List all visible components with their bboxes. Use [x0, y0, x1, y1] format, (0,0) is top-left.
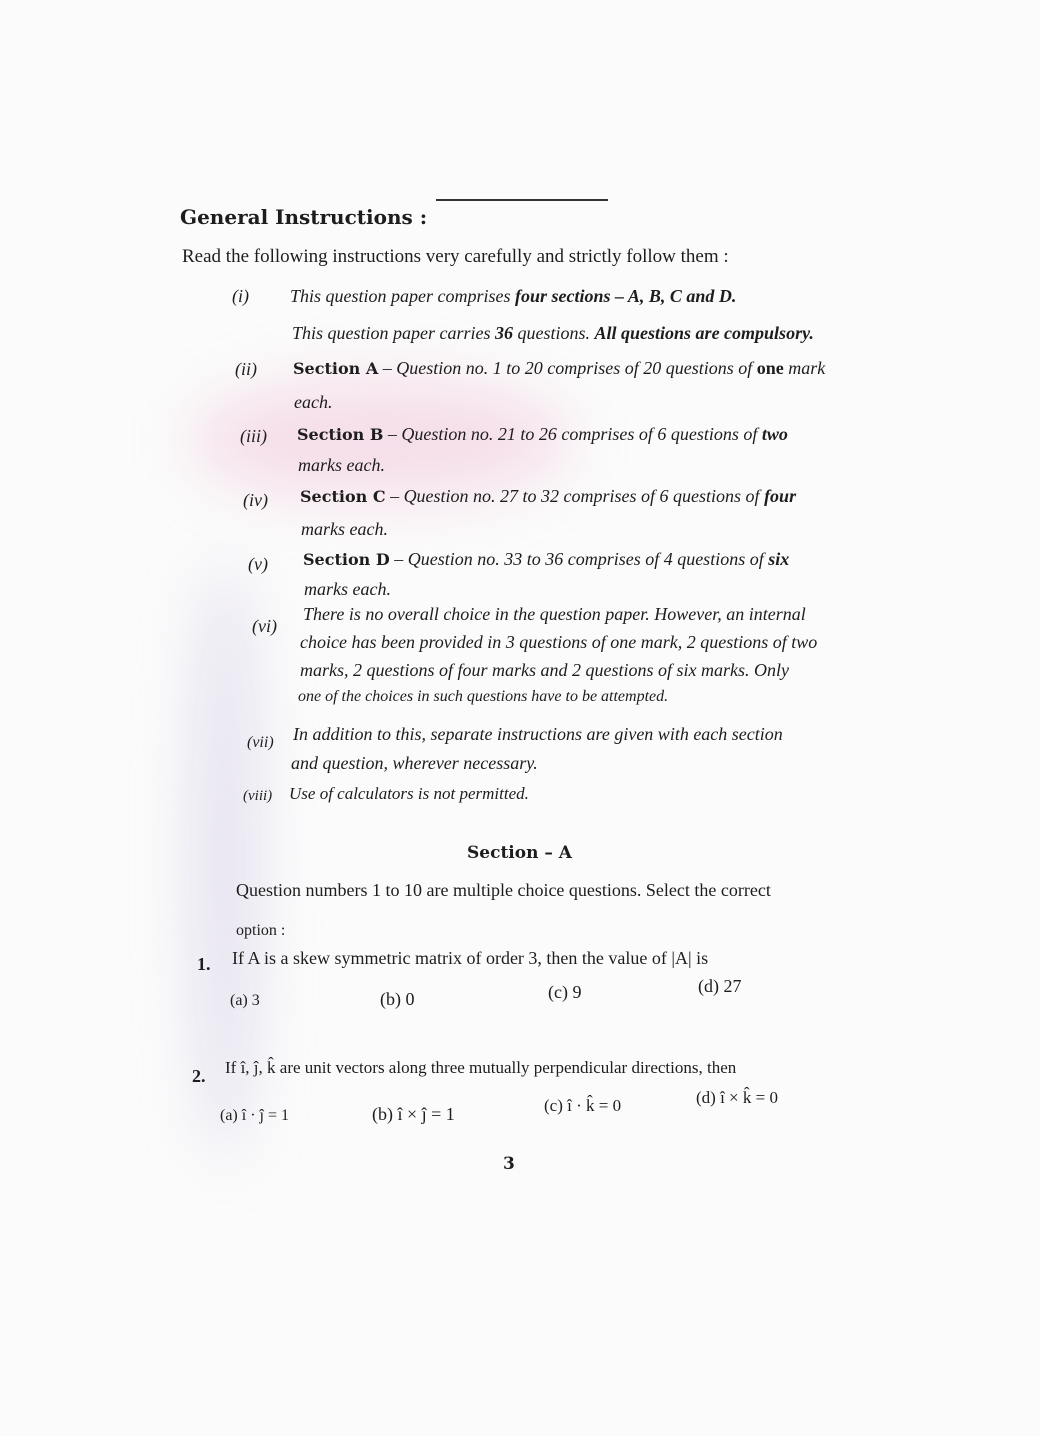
option: (c) î · k̂ = 0 — [544, 1096, 622, 1115]
item-number: (viii) — [243, 788, 273, 804]
page-number: 3 — [503, 1154, 515, 1174]
instruction-text: marks, 2 questions of four marks and 2 questions of six marks. Only — [300, 660, 789, 680]
instruction-text: In addition to this, separate instructions are given with each section — [293, 724, 783, 744]
question-number: 1. — [197, 954, 211, 974]
question-text: If î, ĵ, k̂ are unit vectors along three mutually perpendicular directions, then — [225, 1058, 737, 1077]
item-number: (vi) — [252, 616, 277, 636]
top-rule — [436, 199, 608, 201]
option: (d) 27 — [698, 976, 742, 996]
instruction-text: marks each. — [301, 519, 388, 539]
section-note: option : — [236, 922, 286, 939]
option: (d) î × k̂ = 0 — [696, 1088, 778, 1107]
instruction-text: marks each. — [298, 455, 385, 475]
instruction-text: each. — [294, 392, 333, 412]
question-number: 2. — [192, 1066, 206, 1086]
item-number: (iii) — [240, 426, 267, 446]
option: (b) 0 — [380, 989, 415, 1009]
instruction-text: and question, wherever necessary. — [291, 753, 538, 773]
instruction-text: Use of calculators is not permitted. — [289, 784, 529, 803]
item-number: (v) — [248, 554, 268, 574]
intro: Read the following instructions very carefully and strictly follow them : — [182, 246, 729, 267]
option: (a) 3 — [230, 992, 260, 1009]
option: (c) 9 — [548, 982, 582, 1002]
question-text: If A is a skew symmetric matrix of order 3, then the value of |A| is — [232, 948, 709, 968]
instruction-text: Section C – Question no. 27 to 32 comprises of 6 questions of four — [300, 486, 797, 506]
heading: General Instructions : — [180, 205, 428, 229]
item-number: (i) — [232, 286, 249, 306]
section-title: Section – A — [467, 843, 572, 863]
instruction-text: Section B – Question no. 21 to 26 comprises of 6 questions of two — [297, 424, 788, 444]
instruction-text: This question paper comprises four sections – A, B, C and D. — [290, 286, 737, 306]
instruction-text: choice has been provided in 3 questions of one mark, 2 questions of two — [300, 632, 818, 652]
instruction-text: This question paper carries 36 questions. All questions are compulsory. — [292, 323, 814, 343]
item-number: (vii) — [247, 734, 274, 751]
instruction-text: one of the choices in such questions have to be attempted. — [298, 688, 669, 705]
instruction-text: marks each. — [304, 579, 391, 599]
instruction-text: Section A – Question no. 1 to 20 comprises of 20 questions of one mark — [293, 358, 826, 378]
option: (b) î × ĵ = 1 — [372, 1104, 455, 1124]
instruction-text: Section D – Question no. 33 to 36 comprises of 4 questions of six — [303, 549, 790, 569]
item-number: (iv) — [243, 490, 268, 510]
section-note: Question numbers 1 to 10 are multiple choice questions. Select the correct — [236, 880, 771, 900]
item-number: (ii) — [235, 359, 257, 379]
option: (a) î · ĵ = 1 — [220, 1107, 289, 1124]
instruction-text: There is no overall choice in the question paper. However, an internal — [303, 604, 806, 624]
